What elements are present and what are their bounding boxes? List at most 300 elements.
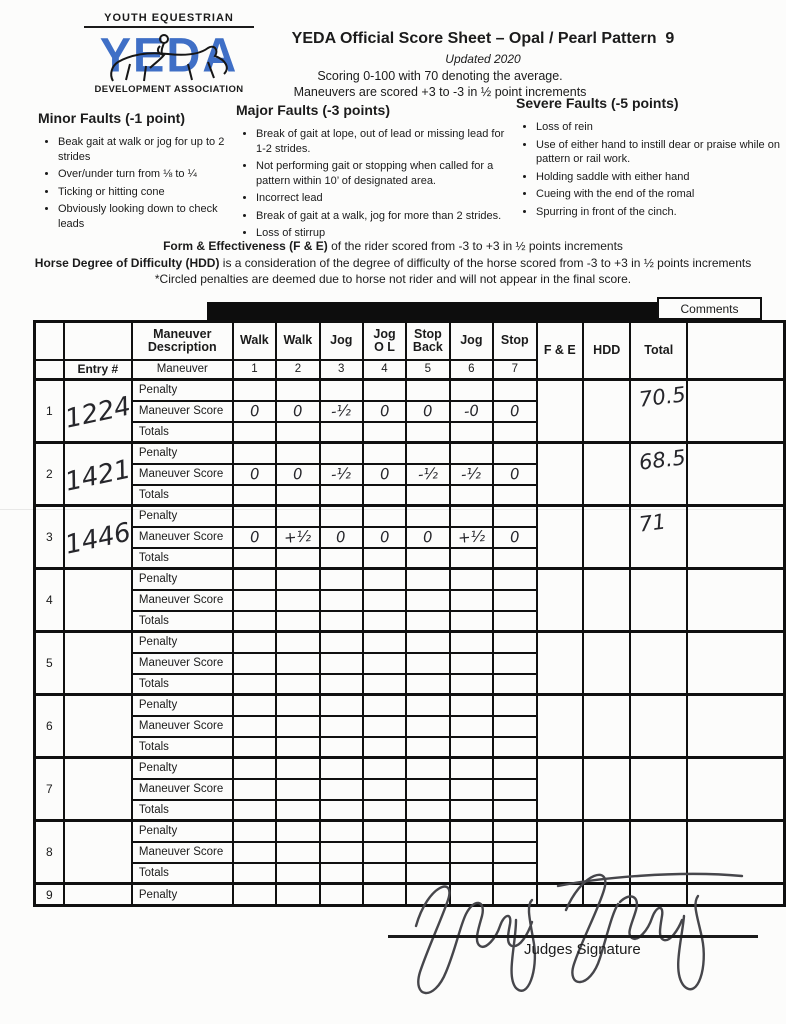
penalty-cell[interactable] [406,569,450,590]
comments-cell[interactable] [687,380,784,443]
penalty-cell[interactable] [320,758,363,779]
maneuver-col-header [406,322,450,360]
totals-cell[interactable] [320,800,363,821]
comments-header-spacer [687,322,784,380]
maneuver-score-cell[interactable] [406,590,450,611]
maneuver-score-cell[interactable] [450,464,493,485]
maneuver-score-cell[interactable] [233,590,276,611]
hdd-column-header: HDD [583,322,630,380]
major-fault-item: • Break of gait at a walk, jog for more than 2 strides. [256,209,508,224]
totals-cell[interactable] [450,611,493,632]
penalty-cell[interactable] [363,695,406,716]
entry-number-cell[interactable] [64,758,132,821]
handwritten-score: 0 [249,401,260,421]
penalty-cell[interactable] [233,821,276,842]
entry-seq: 1 [35,380,64,443]
penalty-cell[interactable] [406,632,450,653]
maneuver-score-cell[interactable] [276,590,319,611]
fe-note [20,238,766,255]
fe-note-bold: Form & Effectiveness (F & E) [163,239,328,253]
maneuver-score-cell[interactable] [363,716,406,737]
totals-cell[interactable] [276,422,319,443]
penalty-cell[interactable] [406,758,450,779]
totals-cell[interactable] [363,422,406,443]
totals-cell[interactable] [320,548,363,569]
totals-cell[interactable] [233,800,276,821]
totals-cell[interactable] [276,485,319,506]
row-label-totals: Totals [132,422,233,443]
total-cell[interactable] [630,695,687,758]
maneuver-score-cell[interactable] [450,401,493,422]
handwritten-score: 0 [379,401,390,421]
totals-cell[interactable] [276,548,319,569]
handwritten-total: 68.5 [638,445,688,475]
totals-cell[interactable] [406,737,450,758]
penalty-cell[interactable] [233,632,276,653]
row-label-totals: Totals [132,611,233,632]
totals-cell[interactable] [450,674,493,695]
maneuver-col-line1: Walk [283,333,313,348]
penalty-cell[interactable] [233,443,276,464]
entry-number-cell[interactable] [64,443,132,506]
penalty-cell[interactable] [320,632,363,653]
handwritten-score: -½ [330,401,352,421]
handwritten-score: 0 [249,464,260,484]
maneuver-score-cell[interactable] [320,401,363,422]
penalty-cell[interactable] [320,695,363,716]
penalty-cell[interactable] [363,443,406,464]
hdd-note [20,255,766,272]
maneuver-score-cell[interactable] [450,779,493,800]
fe-cell[interactable] [537,380,584,443]
handwritten-score: -½ [417,464,439,484]
entry-number-cell[interactable] [64,380,132,443]
scoring-line-2: Maneuvers are scored +3 to -3 in ½ point increments [293,85,587,99]
totals-cell[interactable] [276,737,319,758]
entry-number-cell[interactable] [64,506,132,569]
maneuver-number: 2 [276,360,319,380]
maneuver-score-cell[interactable] [320,464,363,485]
penalty-cell[interactable] [406,380,450,401]
entry-seq: 4 [35,569,64,632]
scoring-line-1: Scoring 0-100 with 70 denoting the average. [317,69,563,83]
maneuver-score-cell[interactable] [406,653,450,674]
totals-cell[interactable] [276,611,319,632]
penalty-cell[interactable] [320,380,363,401]
totals-cell[interactable] [493,422,536,443]
penalty-cell[interactable] [406,821,450,842]
penalty-cell[interactable] [450,443,493,464]
total-column-header: Total [630,322,687,380]
penalty-cell[interactable] [276,884,319,906]
signature-label: Judges Signature [524,941,641,958]
maneuver-col-line1: Walk [240,333,269,348]
fe-cell[interactable] [537,443,584,506]
maneuver-score-cell[interactable] [233,401,276,422]
comments-cell[interactable] [687,443,784,506]
maneuver-score-cell[interactable] [276,653,319,674]
major-faults-section [236,102,508,244]
row-label-maneuver-score: Maneuver Score [132,464,233,485]
totals-cell[interactable] [320,737,363,758]
totals-cell[interactable] [320,485,363,506]
maneuver-score-cell[interactable] [406,464,450,485]
entry-number-cell[interactable] [64,569,132,632]
penalty-cell[interactable] [493,821,536,842]
severe-fault-item: • Holding saddle with either hand [536,170,782,185]
totals-cell[interactable] [493,674,536,695]
handwritten-score: 0 [422,527,434,547]
major-fault-item: • Not performing gait or stopping when called for a pattern within 10’ of designated area. [256,159,508,188]
handwritten-score: 0 [335,527,347,547]
entry-number-cell[interactable] [64,695,132,758]
minor-fault-item: • Over/under turn from ⅛ to ¼ [58,167,243,182]
handwritten-score: 0 [379,527,390,547]
row-label-totals: Totals [132,485,233,506]
maneuver-col-line1: Jog [330,333,353,348]
penalty-cell[interactable] [363,758,406,779]
penalty-cell[interactable] [233,695,276,716]
maneuver-col-line1: Stop [500,333,529,348]
maneuver-score-cell[interactable] [276,464,319,485]
total-cell[interactable] [630,632,687,695]
row-label-totals: Totals [132,863,233,884]
logo-bottom-text: DEVELOPMENT ASSOCIATION [94,84,244,95]
penalty-cell[interactable] [450,821,493,842]
row-label-totals: Totals [132,548,233,569]
maneuver-number: 7 [493,360,536,380]
logo-acronym: YEDA [99,27,239,82]
penalty-cell[interactable] [406,443,450,464]
handwritten-score: 0 [509,401,521,421]
entry-seq: 7 [35,758,64,821]
maneuver-score-cell[interactable] [233,779,276,800]
handwritten-entry-number: 1224 [62,391,134,435]
totals-cell[interactable] [320,863,363,884]
totals-cell[interactable] [363,548,406,569]
total-cell[interactable] [630,758,687,821]
row-label-penalty: Penalty [132,443,233,464]
maneuver-score-cell[interactable] [320,590,363,611]
totals-cell[interactable] [233,674,276,695]
totals-cell[interactable] [406,800,450,821]
fe-cell[interactable] [537,569,584,632]
penalty-cell[interactable] [233,569,276,590]
corner-cell [64,322,132,360]
totals-cell[interactable] [233,485,276,506]
totals-cell[interactable] [450,422,493,443]
hdd-cell[interactable] [583,506,630,569]
handwritten-score: +½ [457,527,486,547]
totals-cell[interactable] [233,737,276,758]
updated-note: Updated 2020 [445,52,521,66]
total-cell[interactable] [630,506,687,569]
row-label-totals: Totals [132,800,233,821]
maneuver-score-cell[interactable] [233,842,276,863]
maneuver-score-cell[interactable] [493,464,536,485]
fe-cell[interactable] [537,758,584,821]
penalty-cell[interactable] [493,695,536,716]
maneuver-score-cell[interactable] [320,653,363,674]
entry-number-cell[interactable] [64,632,132,695]
penalty-cell[interactable] [320,884,363,906]
maneuver-score-cell[interactable] [363,590,406,611]
penalty-cell[interactable] [493,632,536,653]
totals-cell[interactable] [233,611,276,632]
minor-faults-heading: Minor Faults (-1 point) [38,110,185,126]
maneuver-score-cell[interactable] [320,842,363,863]
maneuver-col-line2: O L [374,339,395,354]
maneuver-description-header: Maneuver Description [132,322,233,360]
penalty-cell[interactable] [450,380,493,401]
penalty-cell[interactable] [320,821,363,842]
maneuver-score-cell[interactable] [320,779,363,800]
fe-cell[interactable] [537,632,584,695]
maneuver-score-cell[interactable] [450,590,493,611]
maneuver-score-cell[interactable] [493,779,536,800]
maneuver-col-line1: Stop [413,326,442,341]
totals-cell[interactable] [320,674,363,695]
entry-seq: 9 [35,884,64,906]
totals-cell[interactable] [493,611,536,632]
entry-number-cell[interactable] [64,821,132,884]
entry-seq: 8 [35,821,64,884]
fe-cell[interactable] [537,506,584,569]
maneuver-col-header [363,322,406,360]
totals-cell[interactable] [406,611,450,632]
comments-cell[interactable] [687,758,784,821]
maneuver-score-cell[interactable] [233,716,276,737]
penalty-cell[interactable] [276,632,319,653]
maneuver-score-cell[interactable] [363,779,406,800]
severe-fault-item: • Use of either hand to instill dear or praise while on pattern or rail work. [536,138,782,167]
maneuver-score-cell[interactable] [233,653,276,674]
maneuver-score-cell[interactable] [493,653,536,674]
totals-cell[interactable] [363,611,406,632]
penalty-cell[interactable] [363,380,406,401]
totals-cell[interactable] [493,800,536,821]
hdd-cell[interactable] [583,695,630,758]
totals-cell[interactable] [406,422,450,443]
minor-fault-item: • Obviously looking down to check leads [58,202,243,231]
maneuver-score-cell[interactable] [450,527,493,548]
penalty-cell[interactable] [233,380,276,401]
maneuver-number: 1 [233,360,276,380]
totals-cell[interactable] [363,737,406,758]
entry-seq: 5 [35,632,64,695]
totals-cell[interactable] [276,800,319,821]
totals-cell[interactable] [233,548,276,569]
totals-cell[interactable] [276,674,319,695]
penalty-cell[interactable] [493,758,536,779]
corner-cell [35,322,64,360]
totals-cell[interactable] [450,548,493,569]
major-faults-heading: Major Faults (-3 points) [236,102,390,118]
maneuver-score-cell[interactable] [233,464,276,485]
handwritten-entry-number: 1446 [62,517,134,561]
row-label-penalty: Penalty [132,380,233,401]
maneuver-score-cell[interactable] [406,716,450,737]
comments-cell[interactable] [687,506,784,569]
totals-cell[interactable] [363,485,406,506]
penalty-cell[interactable] [363,569,406,590]
comments-column-header: Comments [657,297,762,320]
maneuver-score-cell[interactable] [493,716,536,737]
hdd-cell[interactable] [583,380,630,443]
maneuver-score-cell[interactable] [276,716,319,737]
penalty-cell[interactable] [450,632,493,653]
row-label-penalty: Penalty [132,506,233,527]
hdd-cell[interactable] [583,443,630,506]
handwritten-score: -½ [460,464,482,484]
totals-cell[interactable] [493,548,536,569]
penalty-cell[interactable] [276,695,319,716]
maneuver-score-cell[interactable] [276,527,319,548]
circled-penalties-note: *Circled penalties are deemed due to horse not rider and will not appear in the final score. [154,272,632,286]
totals-cell[interactable] [450,800,493,821]
maneuver-score-cell[interactable] [450,716,493,737]
logo-top-text: YOUTH EQUESTRIAN [84,12,254,28]
maneuver-score-cell[interactable] [276,779,319,800]
penalty-cell[interactable] [363,632,406,653]
maneuver-score-cell[interactable] [276,401,319,422]
maneuver-col-line2: Back [412,339,443,354]
handwritten-score: 0 [379,464,390,484]
entry-number-header: Entry # [64,360,132,380]
severe-fault-item: • Loss of rein [536,120,782,135]
entry-number-cell[interactable] [64,884,132,906]
minor-faults-list [38,135,243,231]
penalty-cell[interactable] [276,569,319,590]
maneuver-score-cell[interactable] [320,527,363,548]
totals-cell[interactable] [450,485,493,506]
maneuver-col-line1: Jog [460,333,483,348]
handwritten-score: 0 [292,401,304,421]
hdd-cell[interactable] [583,632,630,695]
handwritten-score: 0 [509,527,521,547]
totals-cell[interactable] [406,485,450,506]
penalty-cell[interactable] [406,695,450,716]
row-label-penalty: Penalty [132,695,233,716]
maneuver-col-header [450,322,493,360]
total-cell[interactable] [630,380,687,443]
major-fault-item: • Loss of stirrup [256,226,508,241]
totals-cell[interactable] [320,611,363,632]
scoring-rules-notes [20,238,766,288]
totals-cell[interactable] [233,863,276,884]
row-label-maneuver-score: Maneuver Score [132,401,233,422]
maneuver-col-header [320,322,363,360]
hdd-cell[interactable] [583,758,630,821]
entry-seq: 2 [35,443,64,506]
totals-cell[interactable] [493,485,536,506]
maneuver-score-cell[interactable] [406,779,450,800]
row-label-penalty: Penalty [132,821,233,842]
penalty-cell[interactable] [450,758,493,779]
maneuver-number: 3 [320,360,363,380]
penalty-cell[interactable] [493,443,536,464]
fe-cell[interactable] [537,695,584,758]
maneuver-score-cell[interactable] [363,527,406,548]
penalty-cell[interactable] [493,380,536,401]
totals-cell[interactable] [233,422,276,443]
total-cell[interactable] [630,569,687,632]
maneuver-number: 4 [363,360,406,380]
total-cell[interactable] [630,443,687,506]
penalty-cell[interactable] [450,695,493,716]
maneuver-col-header [493,322,536,360]
comments-cell[interactable] [687,632,784,695]
major-fault-item: • Incorrect lead [256,191,508,206]
penalty-cell[interactable] [276,758,319,779]
handwritten-total: 70.5 [638,382,688,412]
penalty-cell[interactable] [233,758,276,779]
row-label-penalty: Penalty [132,569,233,590]
maneuver-score-cell[interactable] [493,401,536,422]
totals-cell[interactable] [450,737,493,758]
handwritten-score: 0 [509,464,521,484]
maneuver-score-cell[interactable] [363,653,406,674]
severe-fault-item: • Spurring in front of the cinch. [536,205,782,220]
totals-cell[interactable] [406,674,450,695]
penalty-cell[interactable] [450,569,493,590]
maneuver-score-cell[interactable] [363,464,406,485]
penalty-cell[interactable] [233,884,276,906]
hdd-cell[interactable] [583,569,630,632]
fe-column-header: F & E [537,322,584,380]
totals-cell[interactable] [320,422,363,443]
maneuver-score-cell[interactable] [276,842,319,863]
handwritten-score: +½ [283,527,313,547]
totals-cell[interactable] [276,863,319,884]
penalty-cell[interactable] [320,569,363,590]
comments-cell[interactable] [687,569,784,632]
maneuver-score-cell[interactable] [233,527,276,548]
row-label-penalty: Penalty [132,758,233,779]
penalty-cell[interactable] [276,821,319,842]
totals-cell[interactable] [493,737,536,758]
entry-seq: 6 [35,695,64,758]
maneuver-score-cell[interactable] [450,653,493,674]
scan-crease-line [0,509,786,510]
penalty-cell[interactable] [320,443,363,464]
totals-cell[interactable] [406,548,450,569]
maneuver-score-cell[interactable] [493,590,536,611]
totals-cell[interactable] [363,800,406,821]
penalty-cell[interactable] [363,821,406,842]
maneuver-col-line1: Jog [373,326,396,341]
penalty-cell[interactable] [493,569,536,590]
row-label-totals: Totals [132,737,233,758]
penalty-cell[interactable] [276,380,319,401]
comments-cell[interactable] [687,695,784,758]
handwritten-score: -0 [463,401,480,421]
judge-signature-scribble [398,856,758,1006]
maneuver-score-cell[interactable] [406,527,450,548]
minor-faults-section [38,110,243,234]
major-fault-item: • Break of gait at lope, out of lead or missing lead for 1-2 strides. [256,127,508,156]
maneuver-score-cell[interactable] [320,716,363,737]
totals-cell[interactable] [363,674,406,695]
penalty-cell[interactable] [276,443,319,464]
handwritten-score: 0 [292,464,304,484]
corner-cell [35,360,64,380]
maneuver-score-cell[interactable] [493,527,536,548]
maneuver-score-cell[interactable] [406,401,450,422]
row-label-maneuver-score: Maneuver Score [132,590,233,611]
hdd-note-rest: is a consideration of the degree of difficulty of the horse scored from -3 to +3 in ½ points increments [219,255,752,270]
maneuver-score-cell[interactable] [363,401,406,422]
